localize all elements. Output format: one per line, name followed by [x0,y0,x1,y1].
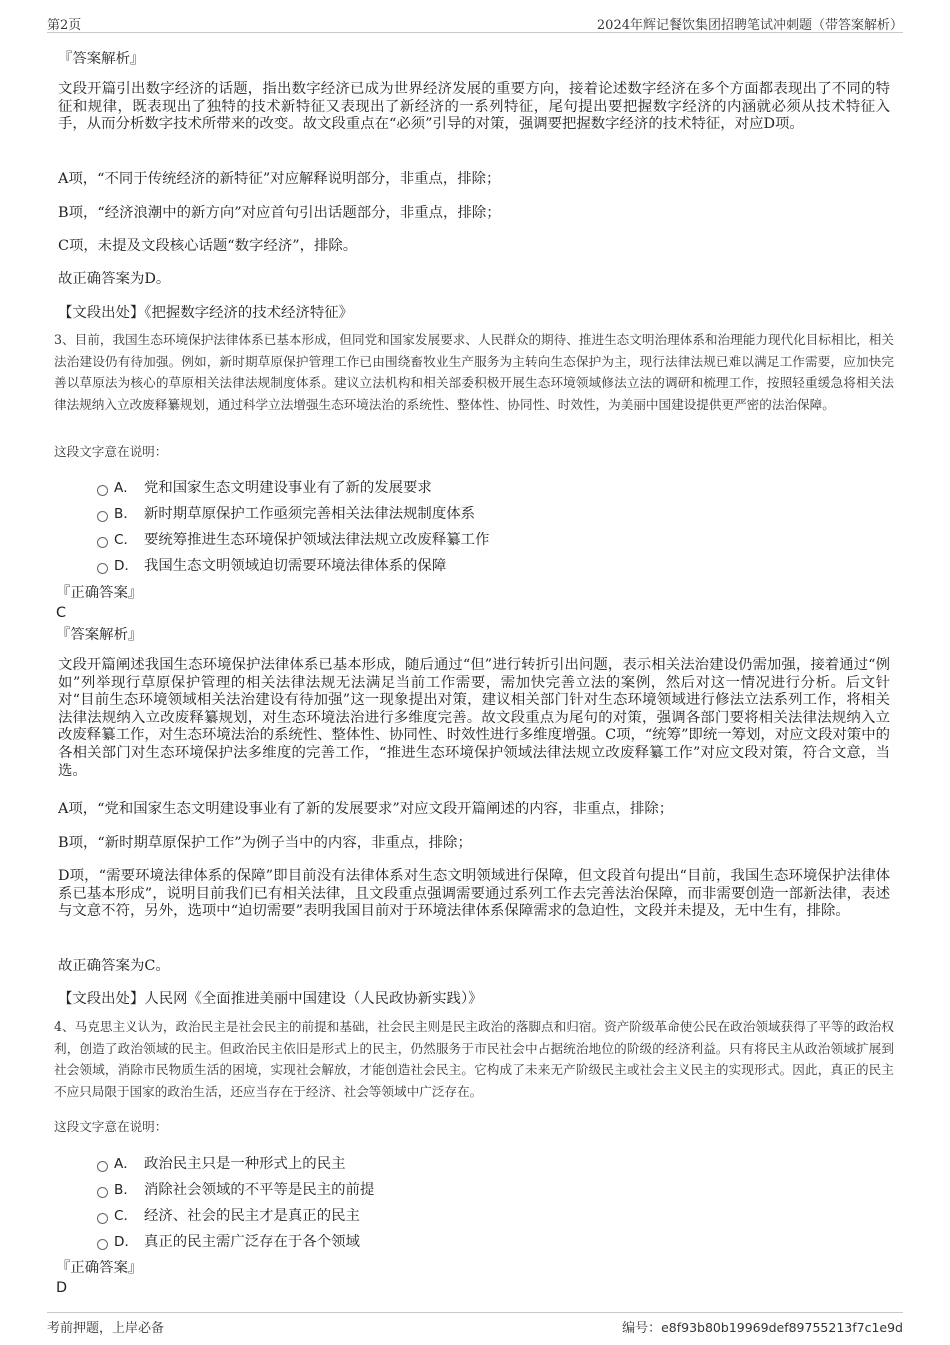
q4-question: 这段文字意在说明： [54,1119,168,1134]
q3-conclusion: 故正确答案为C。 [58,958,170,974]
radio-icon[interactable] [97,485,108,496]
q2-option-c-analysis: C项，未提及文段核心话题“数字经济”，排除。 [58,238,358,254]
radio-icon[interactable] [97,563,108,574]
radio-icon[interactable] [97,1213,108,1224]
q3-answer: C [56,605,67,621]
q2-source: 【文段出处】《把握数字经济的技术经济特征》 [58,305,354,321]
q4-option-c[interactable]: C． 经济、社会的民主才是真正的民主 [97,1206,360,1226]
footer-slogan: 考前押题，上岸必备 [47,1321,165,1336]
q3-answer-label: 『正确答案』 [56,585,143,601]
document-code: 编号：e8f93b80b19969def89755213f7c1e9d [622,1320,903,1336]
q2-option-a-analysis: A项，“不同于传统经济的新特征”对应解释说明部分，非重点，排除； [58,171,501,187]
q4-answer-label: 『正确答案』 [56,1260,143,1276]
q3-option-d[interactable]: D． 我国生态文明领域迫切需要环境法律体系的保障 [97,556,446,576]
q3-option-a[interactable]: A． 党和国家生态文明建设事业有了新的发展要求 [97,478,432,498]
q3-source: 【文段出处】人民网《全面推进美丽中国建设（人民政协新实践）》 [58,991,483,1007]
page-header [47,10,903,33]
q3-analysis-text: 文段开篇阐述我国生态环境保护法律体系已基本形成，随后通过“但”进行转折引出问题，表示相关法治建设仍需加强，接着通过“例如”列举现行草原保护管理的相关法律法规无法满足当前工作需要，需加快完善立法的案例，然后对这一情况进行分析。后文针对“目前生态环境领域相关法治建设有待加强”这一现象提出对策，建议相关部门针对生态环境领域进行修法立法系列工作，将相关法律法规纳入立改废释纂规划，对生态环境法治进行多维度完善。故文段重点为尾句的对策，强调各部门要将相关法律法规纳入立改废释纂工作，对生态环境法治的系统性、整体性、协同性、时效性进行多维度增强。C项，“统筹”即统一筹划，对应文段对策中的各相关部门对生态环境保护法多维度的完善工作，“推进生态环境保护领域法律法规立改废释纂工作”对应文段对策，符合文意，当选。 [58,657,890,779]
page-footer [47,1312,903,1339]
q2-conclusion: 故正确答案为D。 [58,271,171,287]
document-title: 2024年辉记餐饮集团招聘笔试冲刺题（带答案解析） [596,18,903,33]
q3-option-b-analysis: B项，“新时期草原保护工作”为例子当中的内容，非重点，排除； [58,835,472,851]
radio-icon[interactable] [97,1239,108,1250]
q2-analysis-text: 文段开篇引出数字经济的话题，指出数字经济已成为世界经济发展的重要方向，接着论述数字经济在多个方面都表现出了不同的特征和规律，既表现出了独特的技术新特征又表现出了新经济的一系列特征，尾句提出要把握数字经济的内涵就必须从技术特征入手，从而分析数字技术所带来的改变。故文段重点在“必须”引导的对策，强调要把握数字经济的技术特征，对应D项。 [58,81,890,133]
page-number: 第2页 [47,18,82,33]
q3-option-b[interactable]: B． 新时期草原保护工作亟须完善相关法律法规制度体系 [97,504,475,524]
radio-icon[interactable] [97,1161,108,1172]
q2-option-b-analysis: B项，“经济浪潮中的新方向”对应首句引出话题部分，非重点，排除； [58,205,501,221]
radio-icon[interactable] [97,537,108,548]
q4-option-b[interactable]: B． 消除社会领域的不平等是民主的前提 [97,1180,374,1200]
q3-option-c[interactable]: C． 要统筹推进生态环境保护领域法律法规立改废释纂工作 [97,530,489,550]
q3-question: 这段文字意在说明： [54,444,168,459]
q4-option-d[interactable]: D． 真正的民主需广泛存在于各个领域 [97,1232,360,1252]
q3-stem: 3、目前，我国生态环境保护法律体系已基本形成，但同党和国家发展要求、人民群众的期待、推进生态文明治理体系和治理能力现代化目标相比，相关法治建设仍有待加强。例如，新时期草原保护管理工作已由围绕畜牧业生产服务为主转向生态保护为主，现行法律法规已难以满足工作需要，应加快完善以草原法为核心的草原相关法律法规制度体系。建议立法机构和相关部委积极开展生态环境领域修法立法的调研和梳理工作，按照轻重缓急将相关法律法规纳入立改废释纂规划，通过科学立法增强生态环境法治的系统性、整体性、协同性、时效性，为美丽中国建设提供更严密的法治保障。 [54,332,894,412]
q3-analysis-label: 『答案解析』 [56,627,143,643]
q4-stem: 4、马克思主义认为，政治民主是社会民主的前提和基础，社会民主则是民主政治的落脚点和归宿。资产阶级革命使公民在政治领域获得了平等的政治权利，创造了政治领域的民主。但政治民主依旧是形式上的民主，仍然服务于市民社会中占据统治地位的阶级的经济利益。只有将民主从政治领域扩展到社会领域，消除市民物质生活的困境，实现社会解放，才能创造社会民主。它构成了未来无产阶级民主或社会主义民主的实现形式。因此，真正的民主不应只局限于国家的政治生活，还应当存在于经济、社会等领域中广泛存在。 [54,1019,894,1099]
radio-icon[interactable] [97,511,108,522]
radio-icon[interactable] [97,1187,108,1198]
q4-answer: D [56,1280,68,1296]
q3-option-d-analysis: D项，“需要环境法律体系的保障”即目前没有法律体系对生态文明领域进行保障，但文段首句提出“目前，我国生态环境保护法律体系已基本形成”，说明目前我们已有相关法律，且文段重点强调需要通过系列工作去完善法治保障，而非需要创造一部新法律，表述与文意不符，另外，选项中“迫切需要”表明我国目前对于环境法律体系保障需求的急迫性，文段并未提及，无中生有，排除。 [58,868,890,920]
q4-option-a[interactable]: A． 政治民主只是一种形式上的民主 [97,1154,345,1174]
q2-analysis-label: 『答案解析』 [58,51,145,67]
q3-option-a-analysis: A项，“党和国家生态文明建设事业有了新的发展要求”对应文段开篇阐述的内容，非重点，排除； [58,801,674,817]
